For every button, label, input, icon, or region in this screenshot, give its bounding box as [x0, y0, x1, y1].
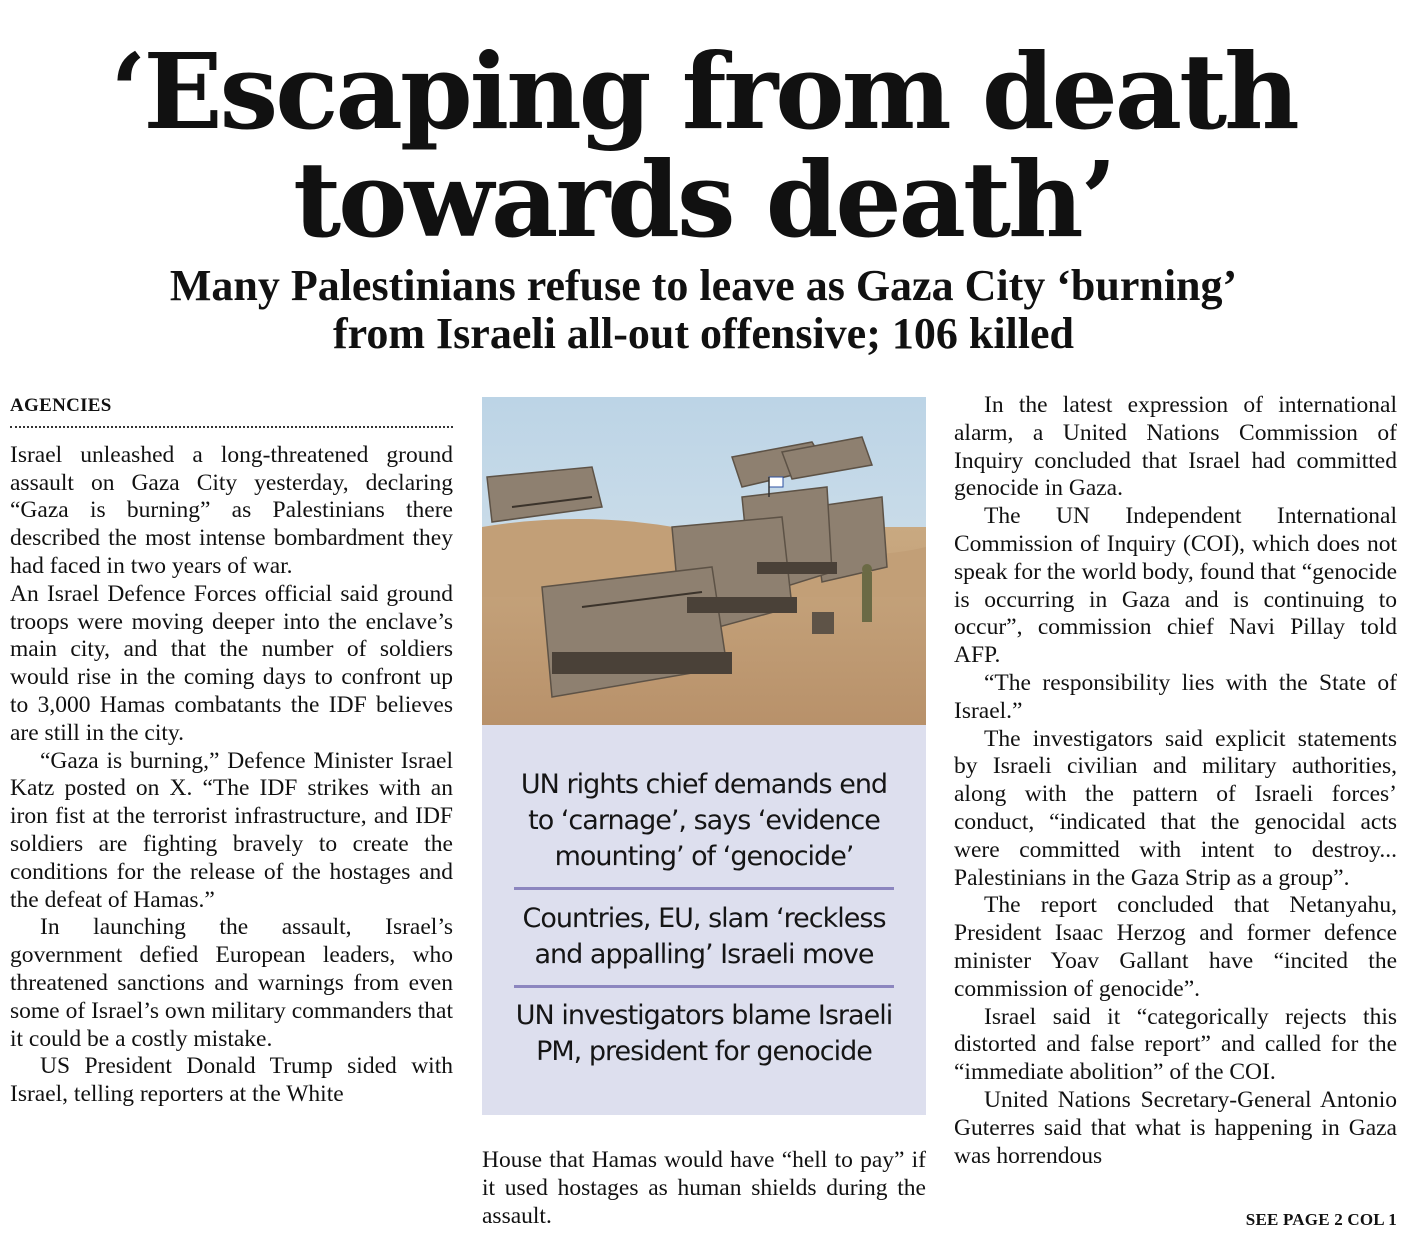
paragraph: In the latest expression of international alarm, a United Nations Commission of Inquiry concluded that Israel had committed genocide in Gaza. — [954, 392, 1397, 502]
paragraph: US President Donald Trump sided with Israel, telling reporters at the White — [10, 1053, 453, 1108]
paragraph: “The responsibility lies with the State of Israel.” — [954, 669, 1397, 724]
highlight-line: UN investigators blame Israeli — [515, 1000, 893, 1031]
paragraph: An Israel Defence Forces official said ground troops were moving deeper into the enclave’s main city, and that the number of soldiers would rise in the coming days to confront up to 3,000 Hamas combatants the IDF believes are still in the city. — [10, 580, 453, 746]
panel-divider — [514, 887, 894, 890]
highlight-line: and appalling’ Israeli move — [534, 939, 874, 970]
tanks-photo — [482, 397, 926, 725]
headline-line-2: towards death’ — [293, 138, 1114, 261]
middle-column — [482, 1147, 926, 1230]
highlight-line: Countries, EU, slam ‘reckless — [522, 903, 886, 934]
headline-line-1: ‘Escaping from death — [110, 30, 1297, 153]
highlight-line: UN rights chief demands end — [520, 769, 888, 800]
paragraph: In launching the assault, Israel’s government defied European leaders, who threatened sanctions and warnings from even some of Israel’s own military commanders that it could be a costly mistake. — [10, 914, 453, 1052]
paragraph: The report concluded that Netanyahu, President Isaac Herzog and former defence minister Yoav Gallant have “incited the commission of genocide”. — [954, 892, 1397, 1002]
highlight-line: PM, president for genocide — [536, 1036, 872, 1067]
highlight-line: mounting’ of ‘genocide’ — [554, 841, 854, 872]
paragraph: The UN Independent International Commission of Inquiry (COI), which does not speak for the world body, found that “genocide is occurring in Gaza and is continuing to occur”, commission chief Navi Pillay told AFP. — [954, 503, 1397, 669]
left-column — [10, 392, 453, 1109]
paragraph: House that Hamas would have “hell to pay” if it used hostages as human shields during the assault. — [482, 1147, 926, 1229]
paragraph: Israel said it “categorically rejects this distorted and false report” and called for the “immediate abolition” of the COI. — [954, 1003, 1397, 1086]
highlight-line: to ‘carnage’, says ‘evidence — [528, 805, 880, 836]
subhead-line-1: Many Palestinians refuse to leave as Gaza City ‘burning’ — [169, 261, 1238, 310]
jump-reference: SEE PAGE 2 COL 1 — [1245, 1210, 1397, 1229]
byline-divider — [10, 426, 453, 428]
paragraph: The investigators said explicit statements by Israeli civilian and military authorities, along with the pattern of Israeli forces’ conduct, “indicated that the genocidal acts were committed with intent to destroy... Palestinians in the Gaza Strip as a group”. — [954, 725, 1397, 891]
highlights-panel — [482, 725, 926, 1115]
right-column — [954, 392, 1397, 1170]
subhead-line-2: from Israeli all-out offensive; 106 killed — [333, 309, 1074, 358]
paragraph: “Gaza is burning,” Defence Minister Israel Katz posted on X. “The IDF strikes with an iron fist at the terrorist infrastructure, and IDF soldiers are fighting bravely to create the conditions for the release of the hostages and the defeat of Hamas.” — [10, 747, 453, 913]
headline — [0, 30, 1407, 261]
byline: AGENCIES — [10, 395, 112, 416]
paragraph: United Nations Secretary-General Antonio Guterres said that what is happening in Gaza was horrendous — [954, 1086, 1397, 1169]
paragraph: Israel unleashed a long-threatened ground assault on Gaza City yesterday, declaring “Gaza is burning” as Palestinians there described the most intense bombardment they had faced in two years of war. — [10, 441, 453, 579]
subheadline — [0, 262, 1407, 358]
panel-divider — [514, 985, 894, 988]
